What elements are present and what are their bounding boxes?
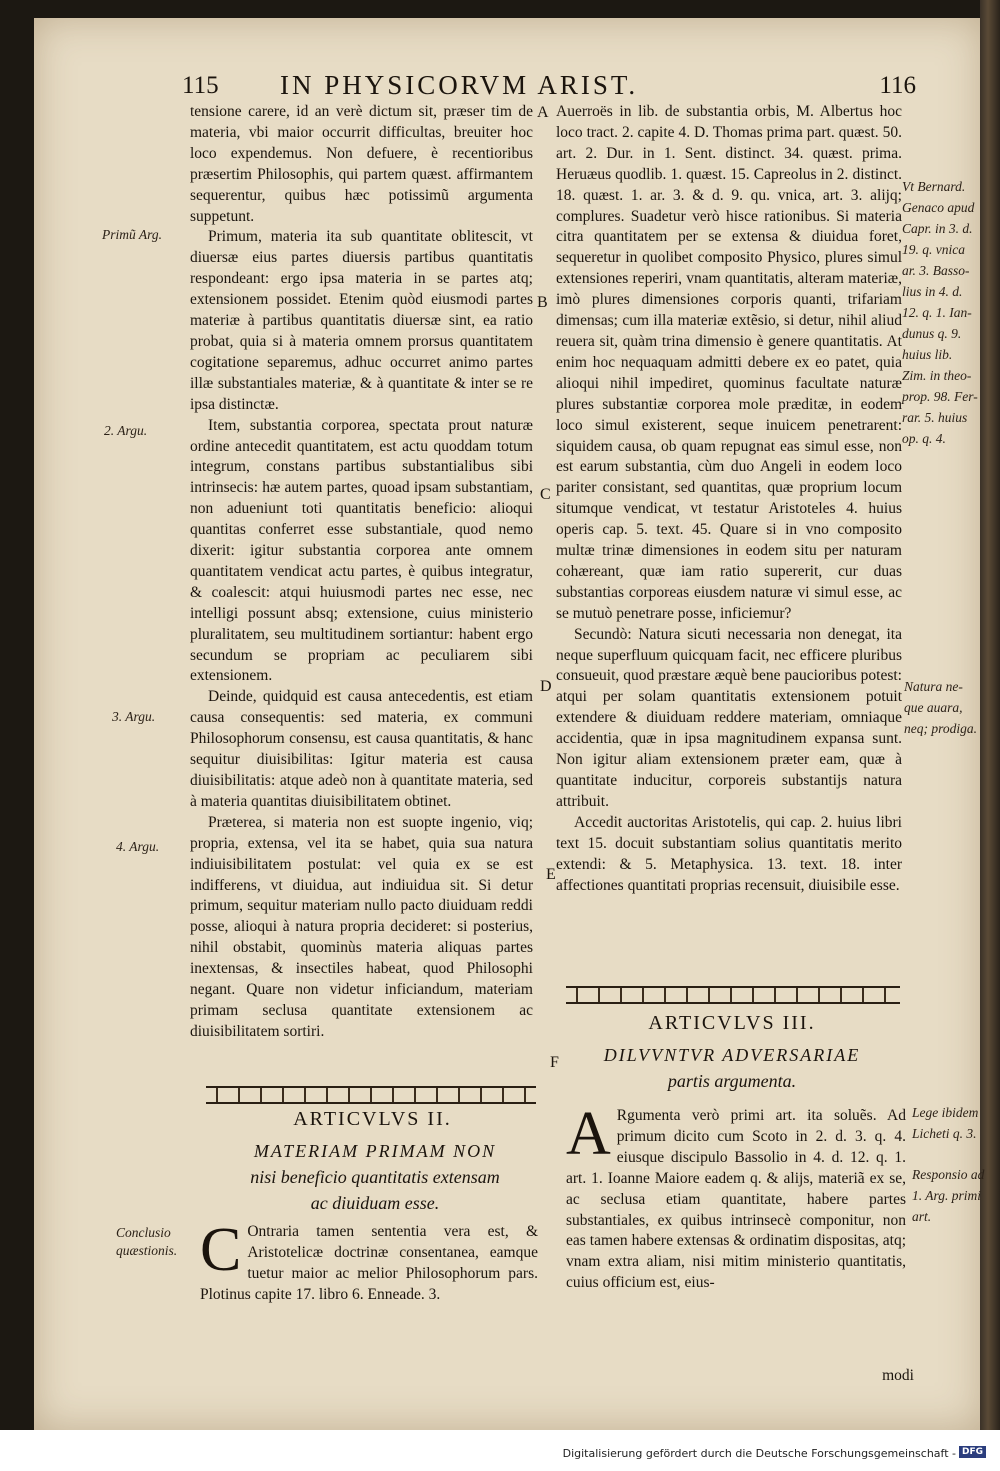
article-3-heading: ARTICVLVS III. — [648, 1012, 816, 1034]
margin-note-line: Responsio ad — [912, 1167, 985, 1182]
running-head — [176, 70, 916, 100]
paragraph: Deinde, quidquid est causa antecedentis, est etiam causa consequentis: sed materia, ex communi Philosophorum consensu, est causa quantitatis, & hanc sequitur diuisibilitas: Igitur materia est causa diuisibilitatis: atque adeò non à quantitate materia, sed à materia quantitas diuisibilitatem obtinet. — [190, 688, 533, 810]
article-2-text — [200, 1216, 538, 1306]
paragraph: tensione carere, id an verè dictum sit, præser tim de materia, vbi maior occurrit difficultas, breuiter hoc loco expendemus. Non defuere, è recentioribus præsertim Philosophis, qui partem quæst. affirmantem sequerentur, quibus hæc potissimũ argumenta suppetunt. — [190, 103, 533, 225]
margin-note-line: Conclusio — [116, 1225, 171, 1240]
ornament-rule — [566, 986, 900, 1004]
margin-note-responsio — [912, 1164, 1000, 1227]
paragraph: Accedit auctoritas Aristotelis, qui cap. 2. huius libri text 15. docuit substantiam solius quantitatis merito extendi: & 5. Metaphysica. 13. text. 18. inter affectiones quantitati proprias recensuit, diuisibile esse. — [556, 813, 902, 894]
left-column-text — [190, 102, 533, 1043]
article-3-subtitle-line2: partis argumenta. — [667, 1071, 797, 1091]
margin-note-line: op. q. 4. — [902, 431, 946, 446]
margin-note-line: prop. 98. Fer- — [902, 389, 978, 404]
margin-note-natura — [904, 676, 1000, 739]
dfg-logo: DFG — [959, 1446, 986, 1458]
digitization-credit: Digitalisierung gefördert durch die Deutsche Forschungsgemeinschaft - — [562, 1447, 956, 1460]
article-2-subtitle-line3: ac diuiduam esse. — [310, 1193, 440, 1213]
article-2-heading: ARTICVLVS II. — [293, 1108, 452, 1130]
article-2-body: Ontraria tamen sententia vera est, & Aristotelicæ doctrinæ consentanea, eamque tuetur maior ac melior Philosophorum pars. Plotinus capite 17. libro 6. Enneade. 3. — [200, 1223, 538, 1303]
section-letter-f: F — [550, 1054, 559, 1071]
running-title: IN PHYSICORVM ARIST. — [280, 70, 639, 100]
section-letter-a: A — [537, 104, 549, 121]
drop-cap: A — [566, 1100, 611, 1168]
ornament-rule — [206, 1086, 536, 1104]
margin-note-line: neq; prodiga. — [904, 721, 977, 736]
margin-note-arg2: 2. Argu. — [104, 423, 148, 438]
margin-note-line: 19. q. vnica — [902, 242, 965, 257]
margin-note-arg4: 4. Argu. — [116, 839, 160, 854]
margin-note-line: Capr. in 3. d. — [902, 221, 973, 236]
margin-note-line: quæstionis. — [116, 1243, 178, 1258]
paragraph: Præterea, si materia non est suopte ingenio, viq; propria, extensa, vel ita se habet, quia sua natura indiuisibilitatem postulat: vel quia ex se est indifferens, vt diuidua, aut indiuidua sit. Si detur primum, sequitur materiam nullo pacto diuiduam reddi posse, alioqui à natura propria decideret: si posterius, nihil obstabit, quominùs materia aliquas partes inextensas, & insectiles habeat, quod Philosophi negant. Quare non videtur inficiandum, materiam primam seclusa quantitate extensionem ac diuisibilitatem sortiri. — [190, 813, 533, 1040]
margin-note-arg1: Primũ Arg. — [102, 227, 163, 242]
article-3-body: Rgumenta verò primi art. ita soluẽs. Ad primum dicito cum Scoto in 2. d. 3. q. 4. eiusque discipulo Bassolio in 4. d. 12. q. 1. art. 1. Ioanne Maiore eadem q. & alijs, materiã ex se, ac seclusa etiam quantitate, habere partes substantiales, ex quibus intrinsecè componitur, non eas tamen habere extensas & ordinatim dispositas, atq; vnam extra aliam, nisi mitim ministerio quantitatis, cuius officium est, eius- — [566, 1107, 906, 1292]
margin-note-line: dunus q. 9. — [902, 326, 962, 341]
margin-note-conclusio — [116, 1224, 177, 1260]
margin-note-bernard — [902, 176, 998, 449]
right-column-text — [556, 102, 902, 896]
margin-note-line: lius in 4. d. — [902, 284, 963, 299]
margin-note-lege — [912, 1102, 1000, 1144]
margin-note-line: art. — [912, 1209, 932, 1224]
section-letter-b: B — [537, 294, 548, 311]
page-number-left: 115 — [182, 72, 219, 99]
margin-note-line: ar. 3. Basso- — [902, 263, 970, 278]
margin-note-line: 12. q. 1. Ian- — [902, 305, 972, 320]
page-number-right: 116 — [879, 72, 916, 99]
article-3-text — [566, 1100, 906, 1294]
paragraph: Item, substantia corporea, spectata prout naturæ ordine antecedit quantitatem, est actu quoddam totum integrum, constans partibus substantialibus sibi intrinsecis: hæ autem partes, quoad ipsam substantiam, non adueniunt toti quantitatis beneficio: alioqui quantitas conferret esse substantiale, quod nemo dixerit: igitur substantia corporea ante omnem quantitatem vendicat actu partes, è quibus integratur, & coalescit: atqui huiusmodi partes nec esse, nec intelligi possunt absq; extensione, cuius ministerio pluralitatem, seu multitudinem sortiantur: habent ergo secundum se propriam ac peculiarem sibi extensionem. — [190, 416, 533, 685]
margin-note-line: Natura ne- — [904, 679, 963, 694]
section-letter-c: C — [540, 486, 551, 503]
paragraph: Secundò: Natura sicuti necessaria non denegat, ita neque superfluum quicquam facit, nec efficere pluribus consueuit, quod præstare æquè bene paucioribus potest: atqui per solam quantitatis extensionem potuit extendere & diuiduam reddere materiam, omniaque accidentia, quæ in ipsa magnitudinem expansa sunt. Non igitur aliam extensionem præter eam, quæ à quantitate inducitur, corporeis substantijs natura attribuit. — [556, 625, 902, 810]
article-2-subtitle-line1: MATERIAM PRIMAM NON — [253, 1141, 497, 1161]
section-letter-e: E — [546, 866, 556, 883]
margin-note-line: que auara, — [904, 700, 963, 715]
margin-note-line: rar. 5. huius — [902, 410, 968, 425]
article-3-subtitle-line1: DILVVNTVR ADVERSARIAE — [603, 1045, 861, 1065]
paragraph: Auerroës in lib. de substantia orbis, M. Albertus hoc loco tract. 2. capite 4. D. Thomas prima part. quæst. 50. art. 2. Dur. in 1. Sent. distinct. 34. quæst. prima. Heruæus quodlib. 1. quæst. 15. Capreolus in 2. distinct. 18. quæst. 1. ar. 3. & d. 9. qu. vnica, art. 3. alijq; complures. Suadetur verò hisce rationibus. Si materia citra quantitatem per se extensa & diuidua foret, sequeretur in quolibet composito Physico, plures simul extensiones reperiri, vnam quantitatis, alteram materiæ, imò plures dimensiones corporis quanti, trifariam dimensas; cum illa materiæ extẽsio, si detur, nihil aliud reuera sit, quàm trina dimensio è genere quantitatis. At enim hoc nequaquam admitti debere ex eo patet, quia alioqui nihil impediret, quominus facultate naturæ plures substantiæ corporea mole præditæ, in eodem loco simul existerent, seque inuicem penetrarent: siquidem causa, ob quam repugnat eas simul esse, non est earum substantia, cùm duo Angeli in eodem loco pariter consistant, sed quantitas, quæ proprium locum situmque vendicat, vt testatur Aristoteles 4. huius operis cap. 5. text. 45. Quare si in vno composito multæ trinæ dimensiones in eodem situ per naturam cohæreant, quæ iam ratio supererit, cur duas substantias corporeas eiusdem naturæ vi simul esse, ac se mutuò penetrare posse, inficiemur? — [556, 103, 902, 622]
paragraph: Primum, materia ita sub quantitate oblitescit, vt diuersæ eius partes diuersis partibus quantitatis respondeant: ergo ipsa materia in se partes atq; extensionem possidet. Etenim quòd eiusmodi partes materiæ à partibus quantitatis diuersæ sint, ea ratio probat, quia si à materia omnem prorsus quantitatem cogitatione separemus, adhuc occurret animo partes illæ substantiales materiæ, & à quantitate & inter se re ipsa distinctæ. — [190, 228, 533, 413]
drop-cap: C — [200, 1216, 242, 1284]
margin-note-arg3: 3. Argu. — [112, 709, 156, 724]
margin-note-line: Lege ibidem — [912, 1105, 979, 1120]
margin-note-line: Licheti q. 3. — [912, 1126, 977, 1141]
article-2-subtitle-line2: nisi beneficio quantitatis extensam — [250, 1167, 500, 1187]
margin-note-line: Zim. in theo- — [902, 368, 972, 383]
margin-note-line: 1. Arg. primi — [912, 1188, 982, 1203]
section-letter-d: D — [540, 678, 552, 695]
catchword: modi — [882, 1367, 914, 1384]
margin-note-line: huius lib. — [902, 347, 953, 362]
margin-note-line: Vt Bernard. — [902, 179, 966, 194]
margin-note-line: Genaco apud — [902, 200, 975, 215]
